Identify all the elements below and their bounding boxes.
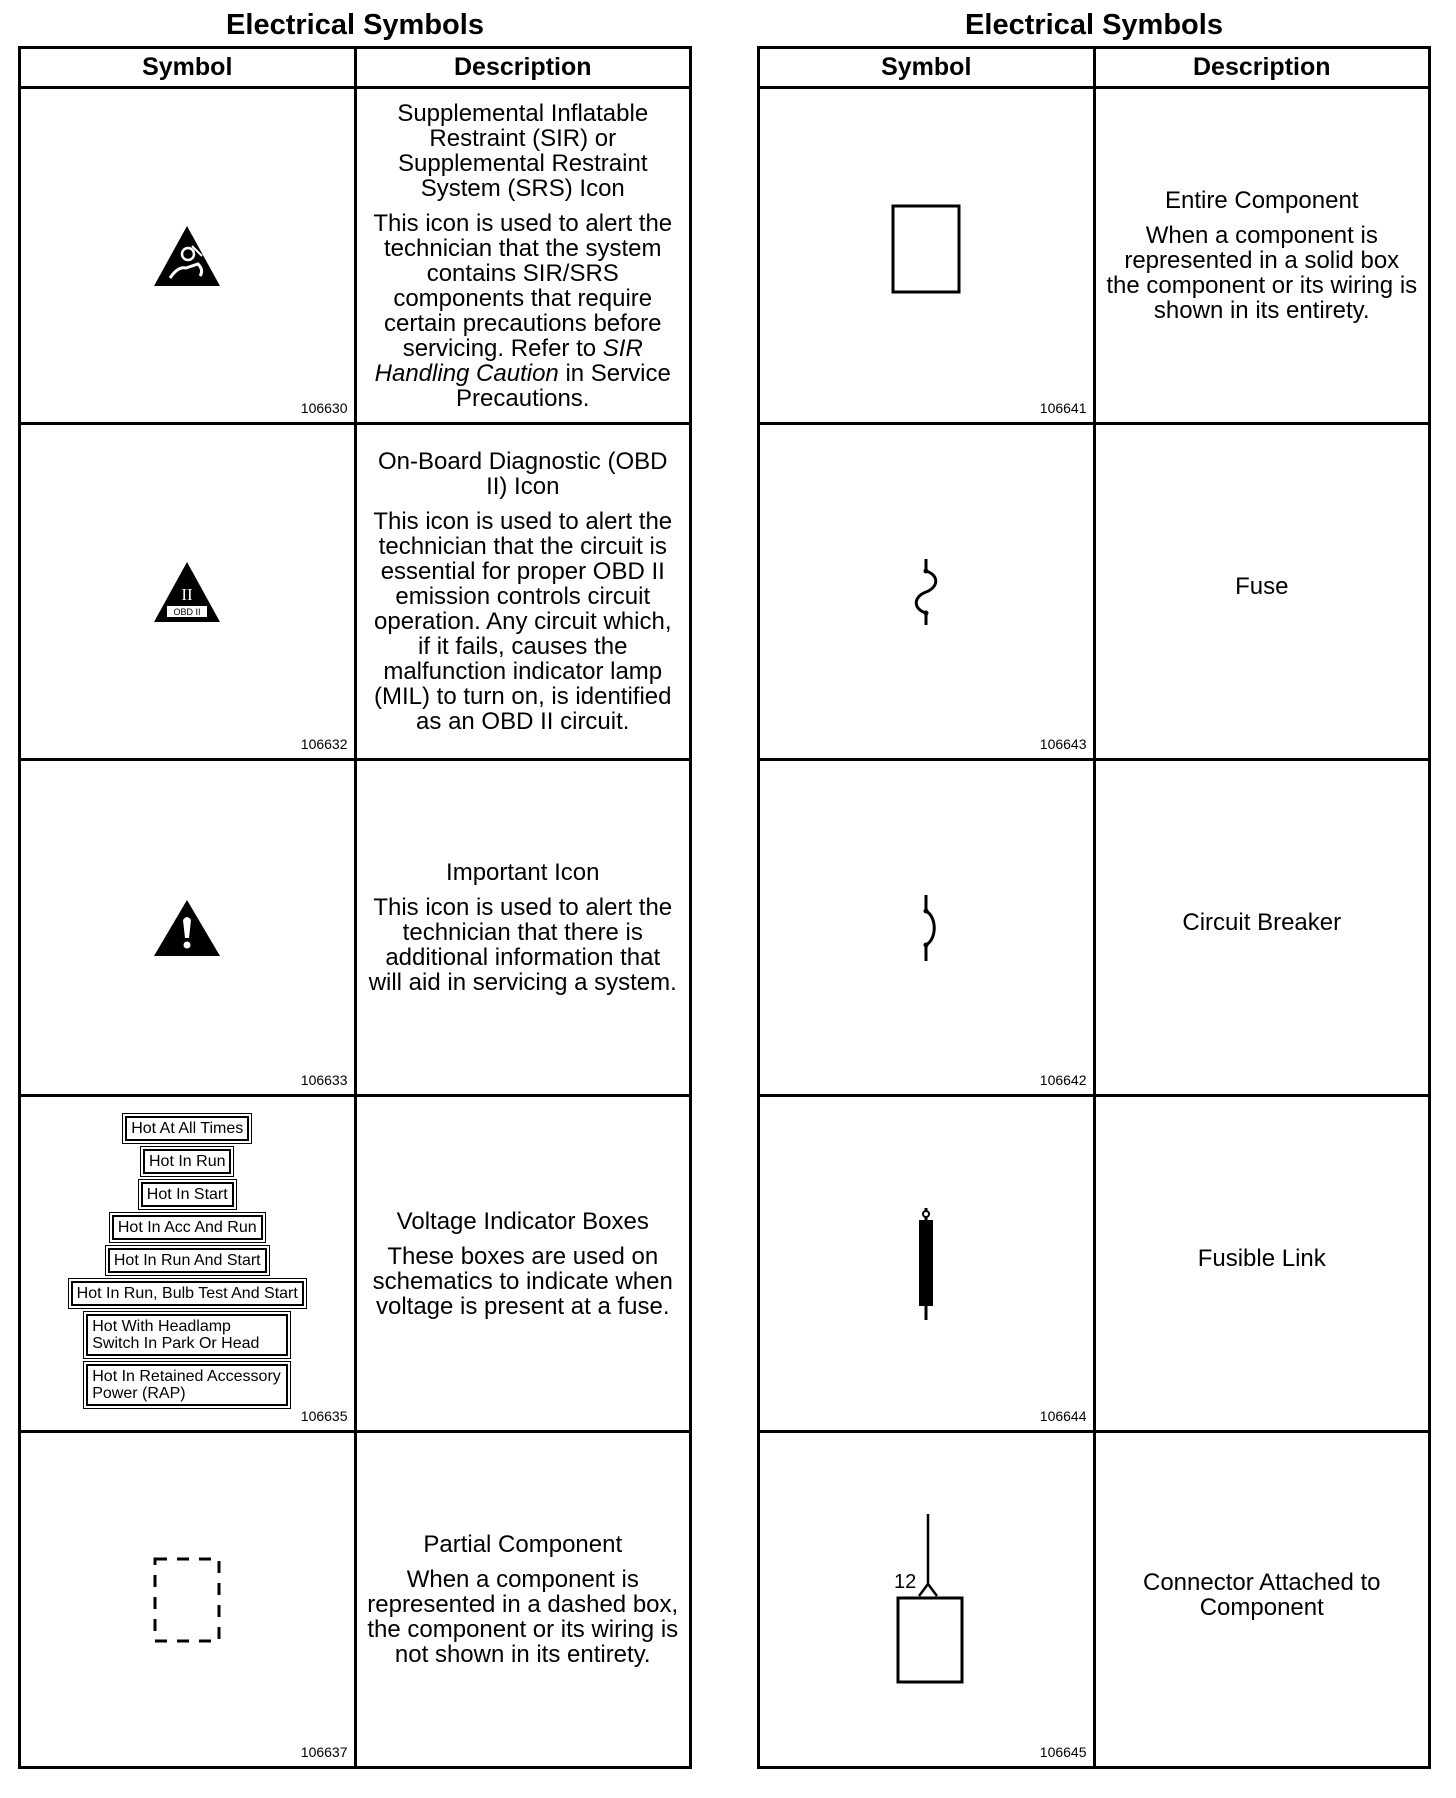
voltage-box: Hot In Run And Start	[108, 1248, 267, 1273]
reference-number: 106630	[300, 400, 348, 416]
symbol-cell	[759, 1432, 1095, 1768]
description-body: These boxes are used on schematics to indicate when voltage is present at a fuse.	[372, 1242, 673, 1320]
description-body: This icon is used to alert the technician that there is additional information that will aid in servicing a system.	[368, 894, 677, 996]
right-panel	[757, 0, 1431, 1769]
column-header-description: Description	[1094, 48, 1430, 88]
table-row	[759, 88, 1430, 424]
reference-number: 106643	[1039, 736, 1087, 752]
reference-number: 106641	[1039, 400, 1087, 416]
description-title: Connector Attached to Component	[1143, 1568, 1381, 1621]
symbol-cell	[20, 760, 356, 1096]
description-body: This icon is used to alert the technician that the system contains SIR/SRS components that require certain precautions before servicing. Refer to SIR Handling Caution in Service Precautions.	[373, 209, 673, 412]
description-cell	[355, 1432, 691, 1768]
reference-number: 106645	[1039, 1744, 1087, 1760]
table-header-row	[759, 48, 1430, 88]
voltage-box: Hot In Retained Accessory Power (RAP)	[86, 1364, 288, 1406]
description-cell	[1094, 1432, 1430, 1768]
symbol-cell	[20, 1096, 356, 1432]
sir-airbag-icon	[152, 224, 222, 288]
table-row	[20, 424, 691, 760]
voltage-box: Hot In Run	[143, 1149, 231, 1174]
symbol-cell	[20, 88, 356, 424]
table-row	[20, 760, 691, 1096]
column-header-symbol: Symbol	[20, 48, 356, 88]
description-body: This icon is used to alert the technician that the circuit is essential for proper OBD II emission controls circuit operation. Any circuit which, if it fails, causes the malfunction indicator lamp (MIL) to turn on, is identified as an OBD II circuit.	[373, 508, 673, 735]
description-title: Partial Component	[423, 1531, 623, 1558]
description-title: Entire Component	[1165, 187, 1359, 214]
fusible-link-icon	[914, 1208, 938, 1320]
description-title: Fusible Link	[1197, 1245, 1326, 1272]
description-title: On-Board Diagnostic (OBD II) Icon	[378, 448, 668, 500]
description-cell	[1094, 1096, 1430, 1432]
table-row	[759, 760, 1430, 1096]
symbols-table	[757, 46, 1431, 1769]
reference-number: 106642	[1039, 1072, 1087, 1088]
description-cell	[355, 424, 691, 760]
reference-number: 106644	[1039, 1408, 1087, 1424]
description-body: When a component is represented in a dashed box, the component or its wiring is not shown in its entirety.	[367, 1566, 679, 1668]
svg-text:12: 12	[894, 1571, 917, 1593]
description-cell	[355, 760, 691, 1096]
svg-text:OBD II: OBD II	[173, 606, 201, 617]
reference-number: 106632	[300, 736, 348, 752]
table-row	[759, 1432, 1430, 1768]
voltage-box: Hot At All Times	[125, 1116, 249, 1141]
symbol-cell	[20, 1432, 356, 1768]
obd-ii-icon	[152, 560, 222, 624]
voltage-box: Hot In Run, Bulb Test And Start	[71, 1281, 304, 1306]
description-cell	[1094, 88, 1430, 424]
important-warning-icon	[152, 898, 222, 958]
column-header-symbol: Symbol	[759, 48, 1095, 88]
description-title: Voltage Indicator Boxes	[396, 1207, 649, 1235]
description-cell	[1094, 760, 1430, 1096]
reference-number: 106635	[300, 1408, 348, 1424]
voltage-box: Hot With Headlamp Switch In Park Or Head	[86, 1314, 288, 1356]
description-title: Circuit Breaker	[1182, 909, 1342, 936]
description-body: When a component is represented in a solid box the component or its wiring is shown in its entirety.	[1106, 222, 1418, 324]
svg-text:II: II	[181, 584, 193, 604]
connector-icon	[886, 1512, 966, 1687]
voltage-box: Hot In Start	[141, 1182, 234, 1207]
symbols-table	[18, 46, 692, 1769]
panel-title: Electrical Symbols	[226, 9, 484, 41]
description-cell	[355, 1096, 691, 1432]
table-row	[759, 1096, 1430, 1432]
symbol-cell	[759, 760, 1095, 1096]
voltage-indicator-boxes	[71, 1116, 304, 1406]
column-header-description: Description	[355, 48, 691, 88]
description-cell	[1094, 424, 1430, 760]
description-title: Fuse	[1235, 573, 1289, 600]
description-title: Supplemental Inflatable Restraint (SIR) or Supplemental Restraint System (SRS) Icon	[397, 99, 649, 202]
fuse-icon	[911, 557, 941, 627]
table-row	[20, 1096, 691, 1432]
circuit-breaker-icon	[911, 893, 941, 963]
description-cell	[355, 88, 691, 424]
reference-number: 106633	[300, 1072, 348, 1088]
reference-number: 106637	[300, 1744, 348, 1760]
table-row	[20, 1432, 691, 1768]
solid-box-icon	[891, 204, 961, 294]
description-title: Important Icon	[446, 859, 600, 886]
dashed-box-icon	[151, 1555, 223, 1645]
table-header-row	[20, 48, 691, 88]
symbol-cell	[759, 1096, 1095, 1432]
panel-title: Electrical Symbols	[965, 9, 1223, 41]
symbol-cell	[759, 88, 1095, 424]
left-panel	[18, 0, 692, 1769]
table-row	[20, 88, 691, 424]
symbol-cell	[20, 424, 356, 760]
table-row	[759, 424, 1430, 760]
voltage-box: Hot In Acc And Run	[112, 1215, 263, 1240]
symbol-cell	[759, 424, 1095, 760]
